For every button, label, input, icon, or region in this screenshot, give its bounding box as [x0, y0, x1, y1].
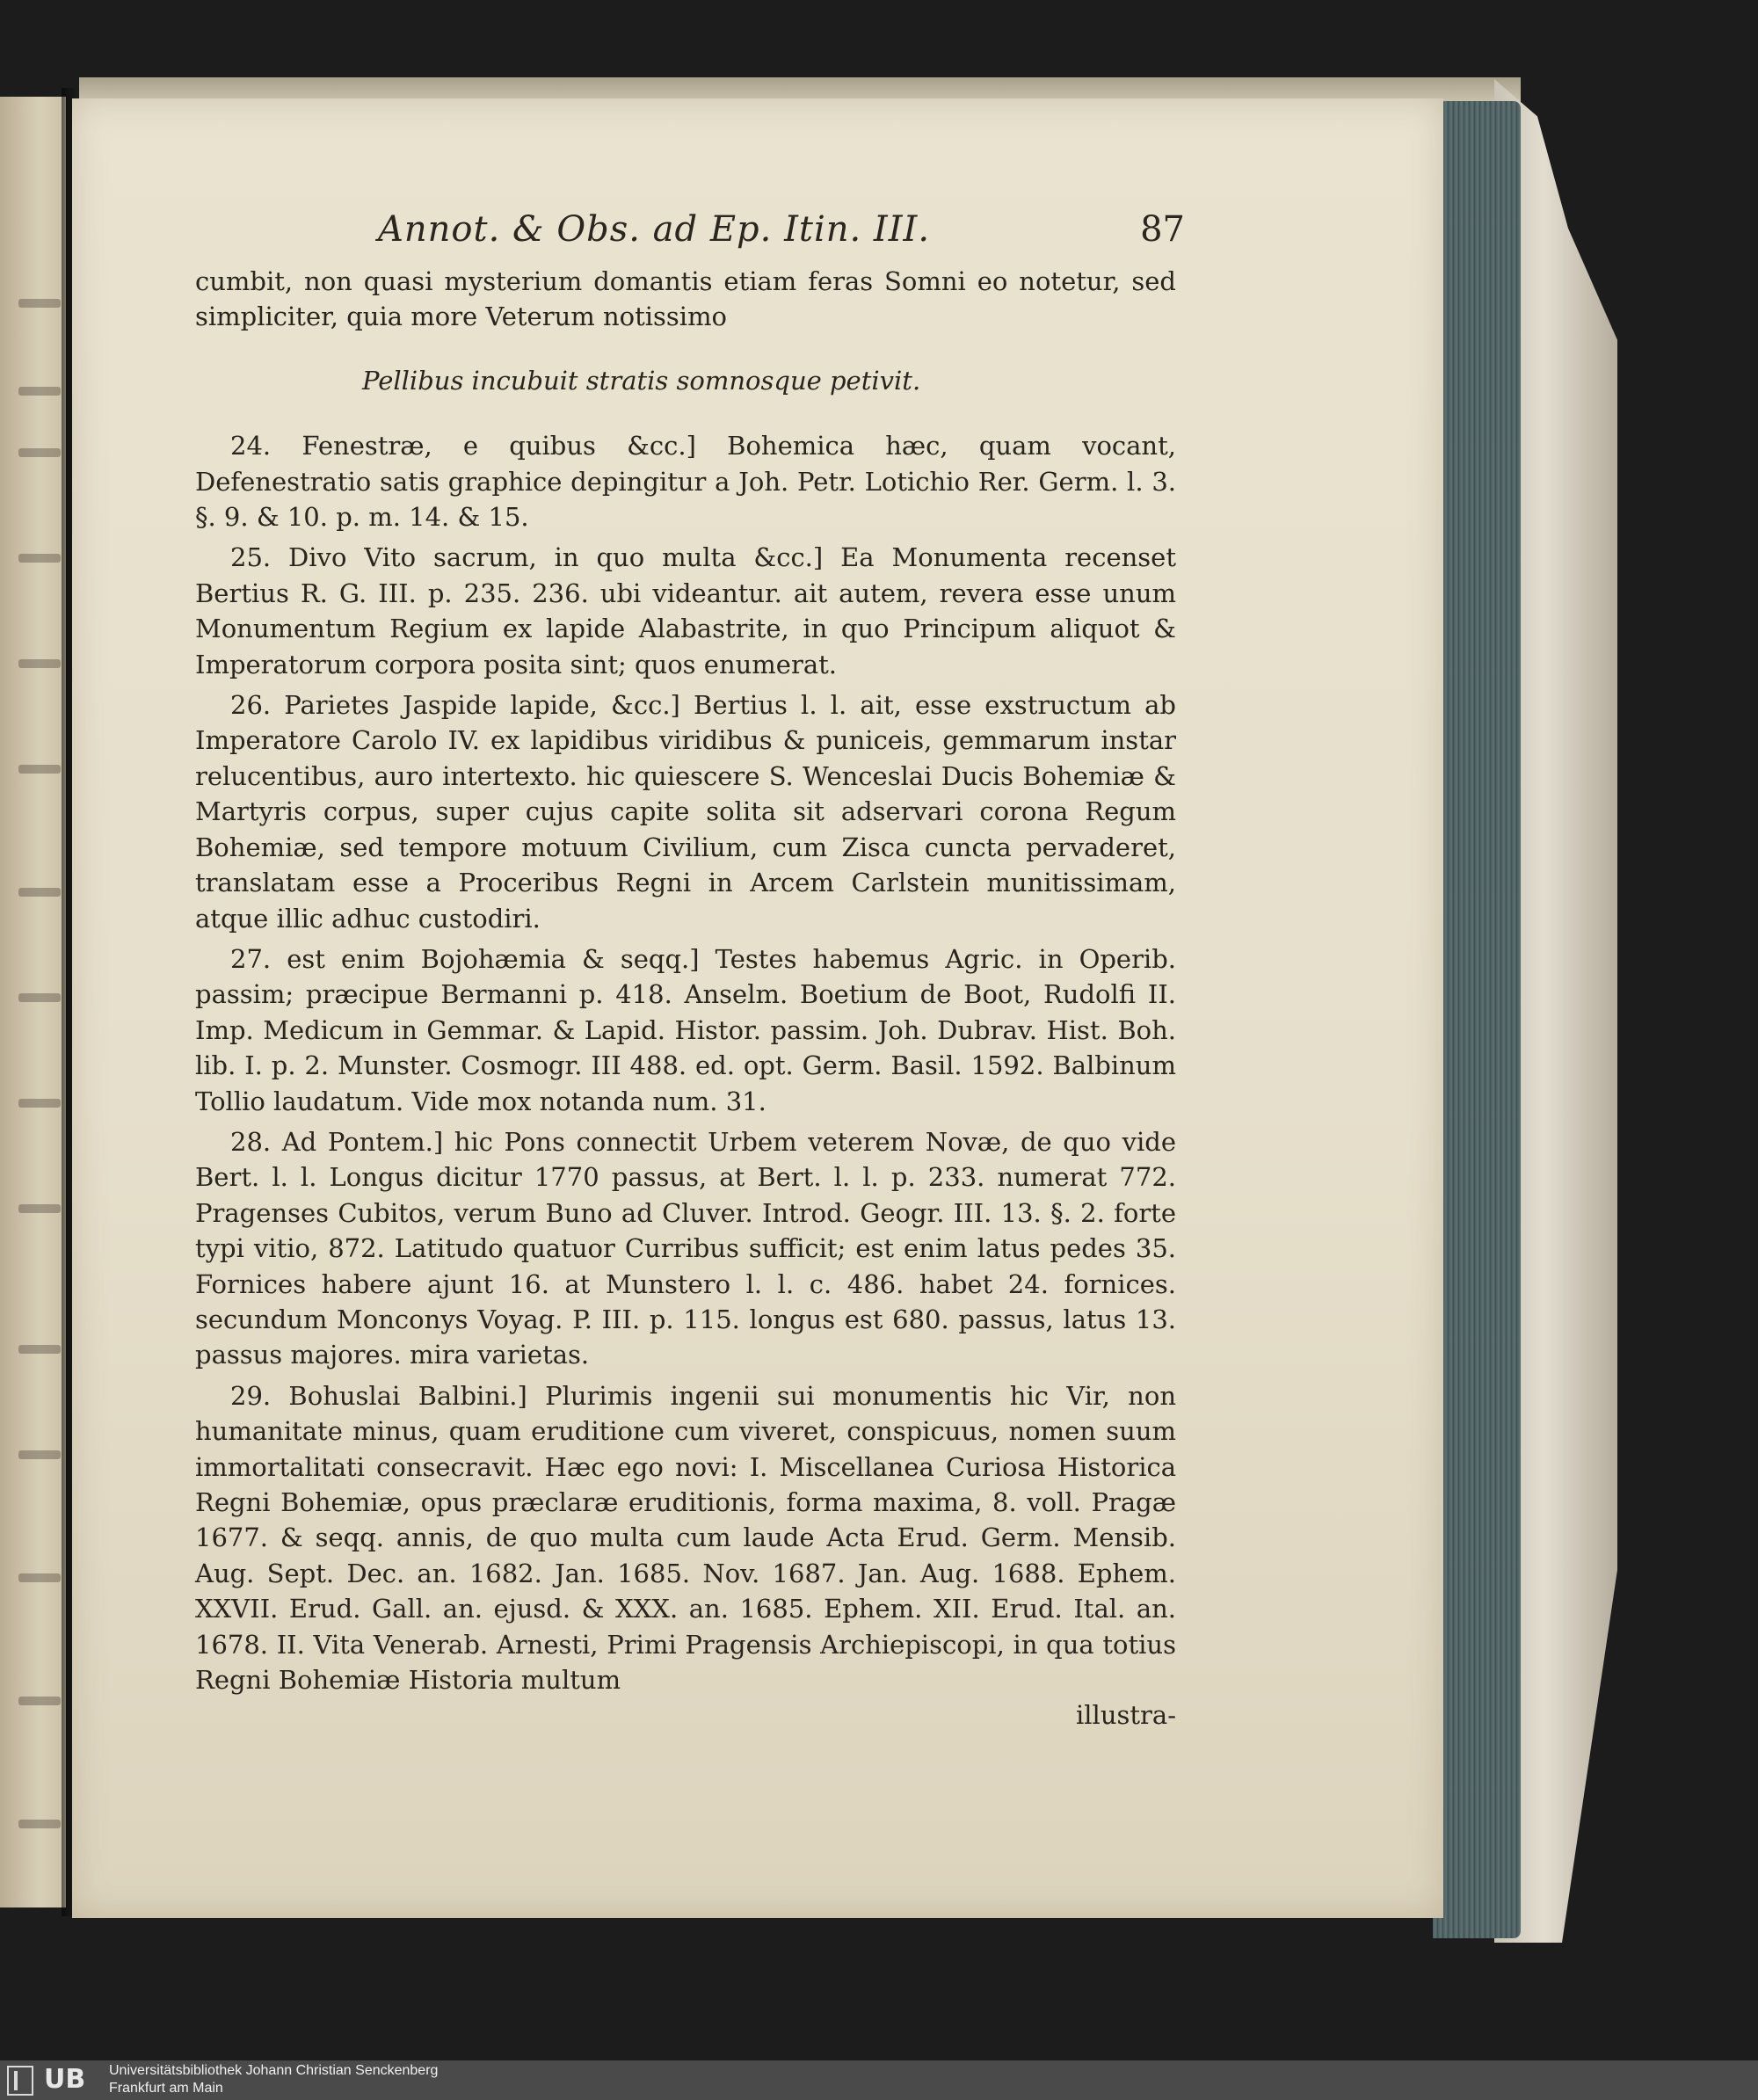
- bleed-through-mark: [18, 554, 61, 563]
- bleed-through-mark: [18, 993, 61, 1002]
- bleed-through-mark: [18, 448, 61, 457]
- note-paragraph: 25. Divo Vito sacrum, in quo multa &cc.] Ea Monumenta recenset Bertius R. G. III. p. 235. 236. ubi videantur. ait autem, revera esse unum Monumentum Regium ex lapide Alabastrite, in quo Principum aliquot & Imperatorum corpora posita sint; quos enumerat.: [195, 542, 1176, 679]
- quoted-verse: Pellibus incubuit stratis somnosque petivit.: [362, 365, 921, 396]
- bleed-through-mark: [18, 299, 61, 308]
- catchword: illustra-: [1076, 1700, 1176, 1731]
- note-paragraph: 27. est enim Bojohæmia & seqq.] Testes habemus Agric. in Operib. passim; præcipue Bermanni p. 418. Anselm. Boetium de Boot, Rudolfi II. Imp. Medicum in Gemmar. & Lapid. Histor. passim. Joh. Dubrav. Hist. Boh. lib. I. p. 2. Munster. Cosmogr. III 488. ed. opt. Germ. Basil. 1592. Balbinum Tollio laudatum. Vide mox notanda num. 31.: [195, 943, 1176, 1116]
- page-fore-edge: [1433, 101, 1521, 1938]
- bleed-through-mark: [18, 1820, 61, 1828]
- bleed-through-mark: [18, 1345, 61, 1354]
- note-paragraph: 28. Ad Pontem.] hic Pons connectit Urbem veterem Novæ, de quo vide Bert. l. l. Longus dicitur 1770 passus, at Bert. l. l. p. 233. numerat 772. Pragenses Cubitos, verum Buno ad Cluver. Introd. Geogr. III. 13. §. 2. forte typi vitio, 872. Latitudo quatuor Curribus sufficit; est enim latus pedes 35. Fornices habere ajunt 16. at Munstero l. l. c. 486. habet 24. fornices. secundum Monconys Voyag. P. III. p. 115. longus est 680. passus, latus 13. passus majores. mira varietas.: [195, 1126, 1176, 1370]
- bleed-through-mark: [18, 888, 61, 897]
- page-number: 87: [1140, 209, 1185, 250]
- continuation-paragraph: cumbit, non quasi mysterium domantis etiam feras Somni eo notetur, sed simpliciter, quia more Veterum notissimo: [195, 266, 1176, 332]
- institution-name: [109, 2062, 438, 2097]
- note-paragraph: 24. Fenestræ, e quibus &cc.] Bohemica hæc, quam vocant, Defenestratio satis graphice depingitur a Joh. Petr. Lotichio Rer. Germ. l. 3. §. 9. & 10. p. m. 14. & 15.: [195, 431, 1176, 533]
- bleed-through-mark: [18, 1204, 61, 1213]
- note-paragraph: 26. Parietes Jaspide lapide, &cc.] Bertius l. l. ait, esse exstructum ab Imperatore Carolo IV. ex lapidibus viridibus & puniceis, gemmarum instar relucentibus, auro intertexto. hic quiescere S. Wenceslai Ducis Bohemiæ & Martyris corpus, super cujus capite solita sit adservari corona Regum Bohemiæ, sed tempore motuum Civilium, cum Zisca cuncta pervaderet, translatam esse a Proceribus Regni in Arcem Carlstein munitissimam, atque illic adhuc custodiri.: [195, 690, 1176, 934]
- body-text: [195, 264, 1176, 1733]
- bleed-through-mark: [18, 765, 61, 774]
- running-title: Annot. & Obs. ad Ep. Itin. III.: [378, 209, 931, 250]
- library-logo-text: UB: [44, 2064, 86, 2095]
- bleed-through-mark: [18, 1573, 61, 1582]
- bleed-through-mark: [18, 1450, 61, 1459]
- bleed-through-mark: [18, 1099, 61, 1108]
- facing-page-strip: [0, 97, 66, 1907]
- bleed-through-mark: [18, 387, 61, 396]
- note-paragraph: 29. Bohuslai Balbini.] Plurimis ingenii sui monumentis hic Vir, non humanitate minus, quam eruditione cum viveret, conspicuus, nomen suum immortalitati consecravit. Hæc ego novi: I. Miscellanea Curiosa Historica Regni Bohemiæ, opus præclaræ eruditionis, forma maxima, 8. voll. Pragæ 1677. & seqq. annis, de quo multa cum laude Acta Erud. Germ. Mensib. Aug. Sept. Dec. an. 1682. Jan. 1685. Nov. 1687. Jan. Aug. 1688. Ephem. XXVII. Erud. Gall. an. ejusd. & XXX. an. 1685. Ephem. XII. Erud. Ital. an. 1678. II. Vita Venerab. Arnesti, Primi Pragensis Archiepiscopi, in qua totius Regni Bohemiæ Historia multum: [195, 1380, 1176, 1696]
- running-head: [378, 209, 1185, 253]
- bleed-through-mark: [18, 1697, 61, 1705]
- library-logo-icon: [7, 2066, 33, 2096]
- institution-line-2: Frankfurt am Main: [109, 2081, 223, 2096]
- library-footer-bar: [0, 2060, 1758, 2100]
- institution-line-1: Universitätsbibliothek Johann Christian Senckenberg: [109, 2063, 439, 2078]
- bleed-through-mark: [18, 659, 61, 668]
